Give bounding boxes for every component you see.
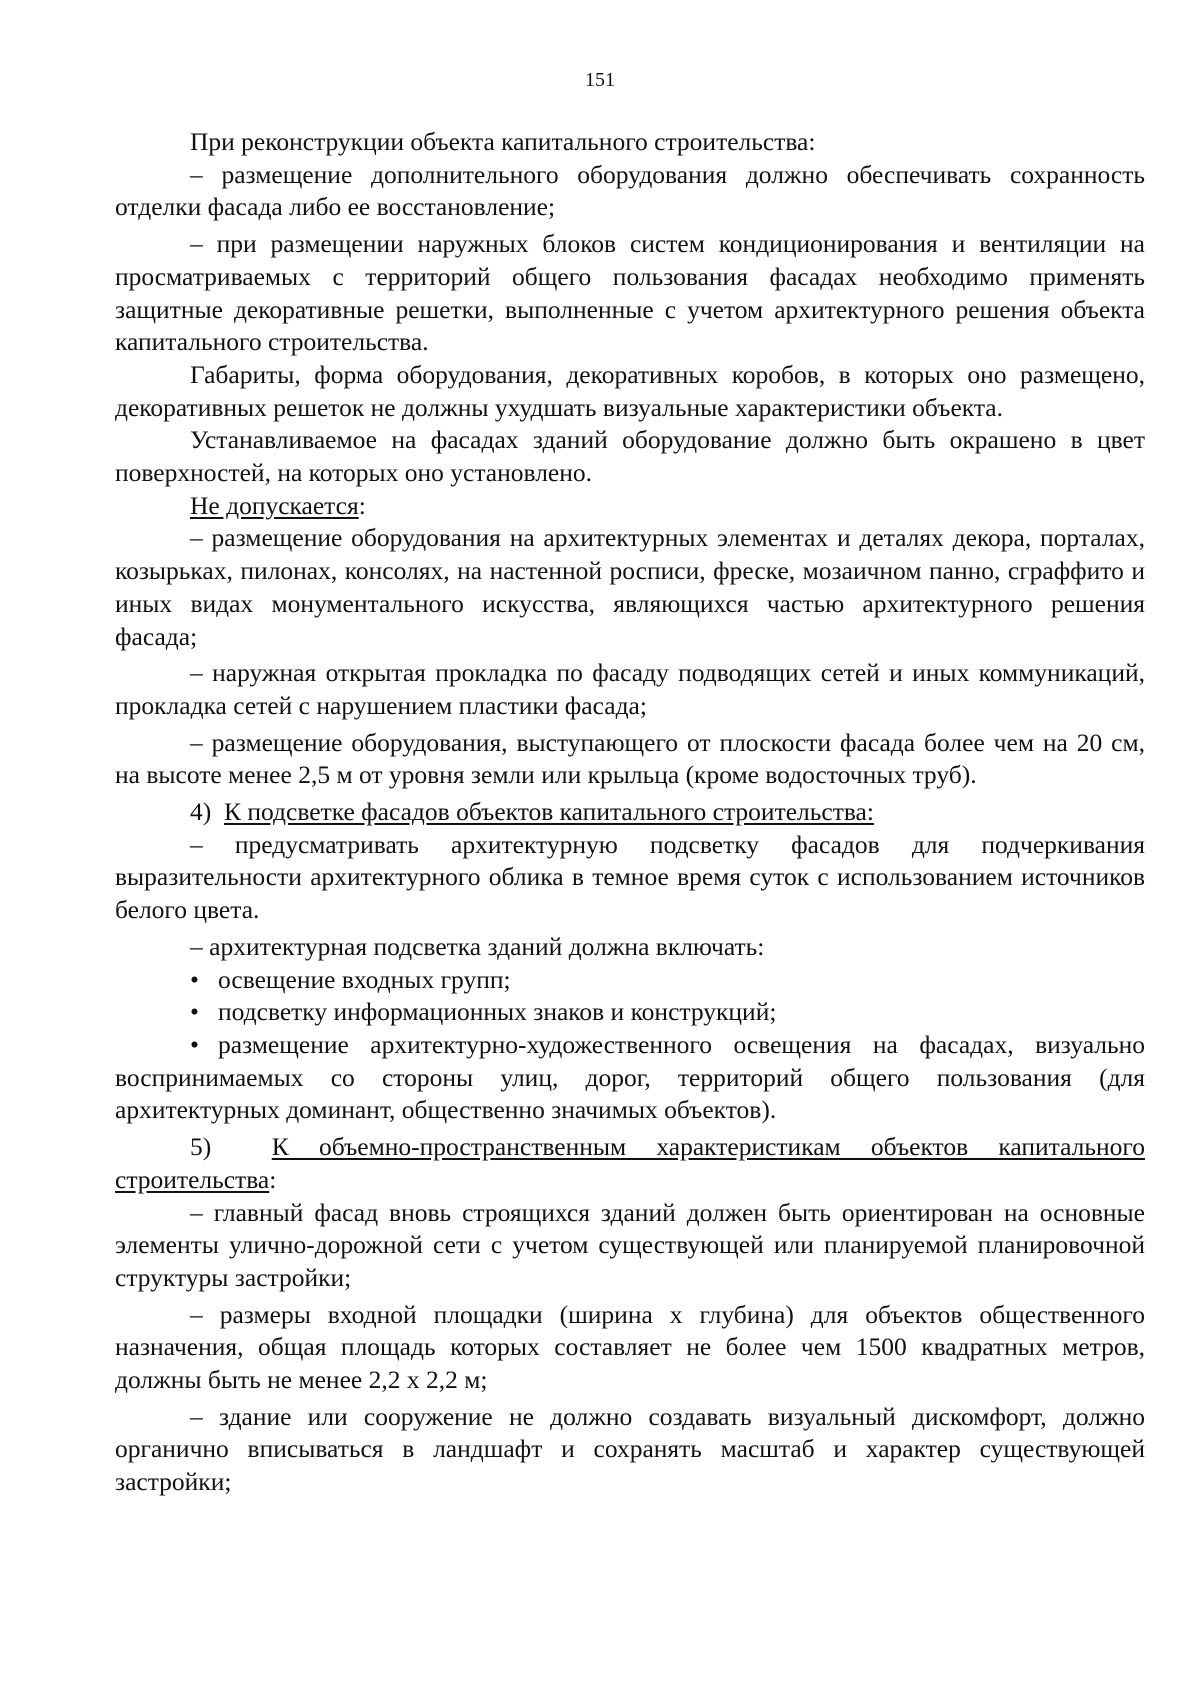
paragraph-ventilation-blocks: – при размещении наружных блоков систем кондиционирования и вентиляции на просматриваемых с территорий общего пользования фасадах необходимо применять защитные декоративные решетки, выполненные с учетом архитектурного решения объекта капитального строительства. xyxy=(115,229,1145,357)
section-5-number: 5) xyxy=(190,1132,212,1162)
paragraph-architectural-elements: – размещение оборудования на архитектурных элементах и деталях декора, порталах, козырьках, пилонах, консолях, на настенной росписи, фреске, мозаичном панно, сграффито и иных видах монументального искусства, являющихся частью архитектурного решения фасада; xyxy=(115,523,1145,651)
list-item-artistic-lighting xyxy=(115,1029,1145,1127)
bullet-icon: • xyxy=(190,1029,199,1059)
paragraph-installed-equipment: Устанавливаемое на фасадах зданий оборудование должно быть окрашено в цвет поверхностей, на которых оно установлено. xyxy=(115,425,1145,488)
paragraph-equipment-placement: – размещение дополнительного оборудования должно обеспечивать сохранность отделки фасада либо ее восстановление; xyxy=(115,159,1145,222)
section-5-heading xyxy=(115,1131,1145,1196)
not-allowed-colon: : xyxy=(358,490,366,520)
list-item-text: подсветку информационных знаков и конструкций; xyxy=(218,997,777,1027)
paragraph-facade-lighting: – предусматривать архитектурную подсветку фасадов для подчеркивания выразительности архитектурного облика в темное время суток с использованием источников белого цвета. xyxy=(115,829,1145,925)
paragraph-lighting-includes: – архитектурная подсветка зданий должна включать: xyxy=(190,931,765,961)
list-item-text: размещение архитектурно-художественного освещения на фасадах, визуально воспринимаемых со стороны улиц, дорог, территорий общего пользования (для архитектурных доминант, общественно значимых объектов). xyxy=(115,1029,1145,1125)
bullet-icon: • xyxy=(190,964,199,994)
paragraph-reconstruction-intro: При реконструкции объекта капитального строительства: xyxy=(190,127,816,156)
section-5-colon: : xyxy=(269,1164,277,1194)
paragraph-main-facade: – главный фасад вновь строящихся зданий должен быть ориентирован на основные элементы улично-дорожной сети с учетом существующей или планируемой планировочной структуры застройки; xyxy=(115,1197,1145,1292)
section-4-heading xyxy=(115,796,1145,829)
section-5-title: К объемно-пространственным характеристикам объектов капитального строительства xyxy=(115,1132,1145,1194)
paragraph-open-laying: – наружная открытая прокладка по фасаду подводящих сетей и иных коммуникаций, прокладка сетей с нарушением пластики фасада; xyxy=(115,658,1145,720)
list-item-sign-lighting xyxy=(115,996,1145,1029)
paragraph-dimensions: Габариты, форма оборудования, декоративных коробов, в которых оно размещено, декоративных решеток не должны ухудшать визуальные характеристики объекта. xyxy=(115,359,1145,422)
paragraph-visual-discomfort: – здание или сооружение не должно создавать визуальный дискомфорт, должно органично вписываться в ландшафт и сохранять масштаб и характер существующей застройки; xyxy=(115,1401,1145,1497)
bullet-icon: • xyxy=(190,997,199,1027)
paragraph-not-allowed xyxy=(115,490,1145,523)
section-4-number: 4) xyxy=(190,797,212,827)
document-body xyxy=(115,126,1145,1499)
list-item-entrance-lighting xyxy=(115,964,1145,997)
paragraph-entrance-platform: – размеры входной площадки (ширина х глубина) для объектов общественного назначения, общая площадь которых составляет не более чем 1500 квадратных метров, должны быть не менее 2,2 х 2,2 м; xyxy=(115,1299,1145,1395)
list-item-text: освещение входных групп; xyxy=(218,964,511,994)
paragraph-protruding-equipment: – размещение оборудования, выступающего от плоскости фасада более чем на 20 см, на высоте менее 2,5 м от уровня земли или крыльца (кроме водосточных труб). xyxy=(115,727,1145,790)
page-number: 151 xyxy=(585,69,615,91)
section-4-title: К подсветке фасадов объектов капитального строительства: xyxy=(224,797,874,827)
not-allowed-heading: Не допускается xyxy=(190,490,359,520)
